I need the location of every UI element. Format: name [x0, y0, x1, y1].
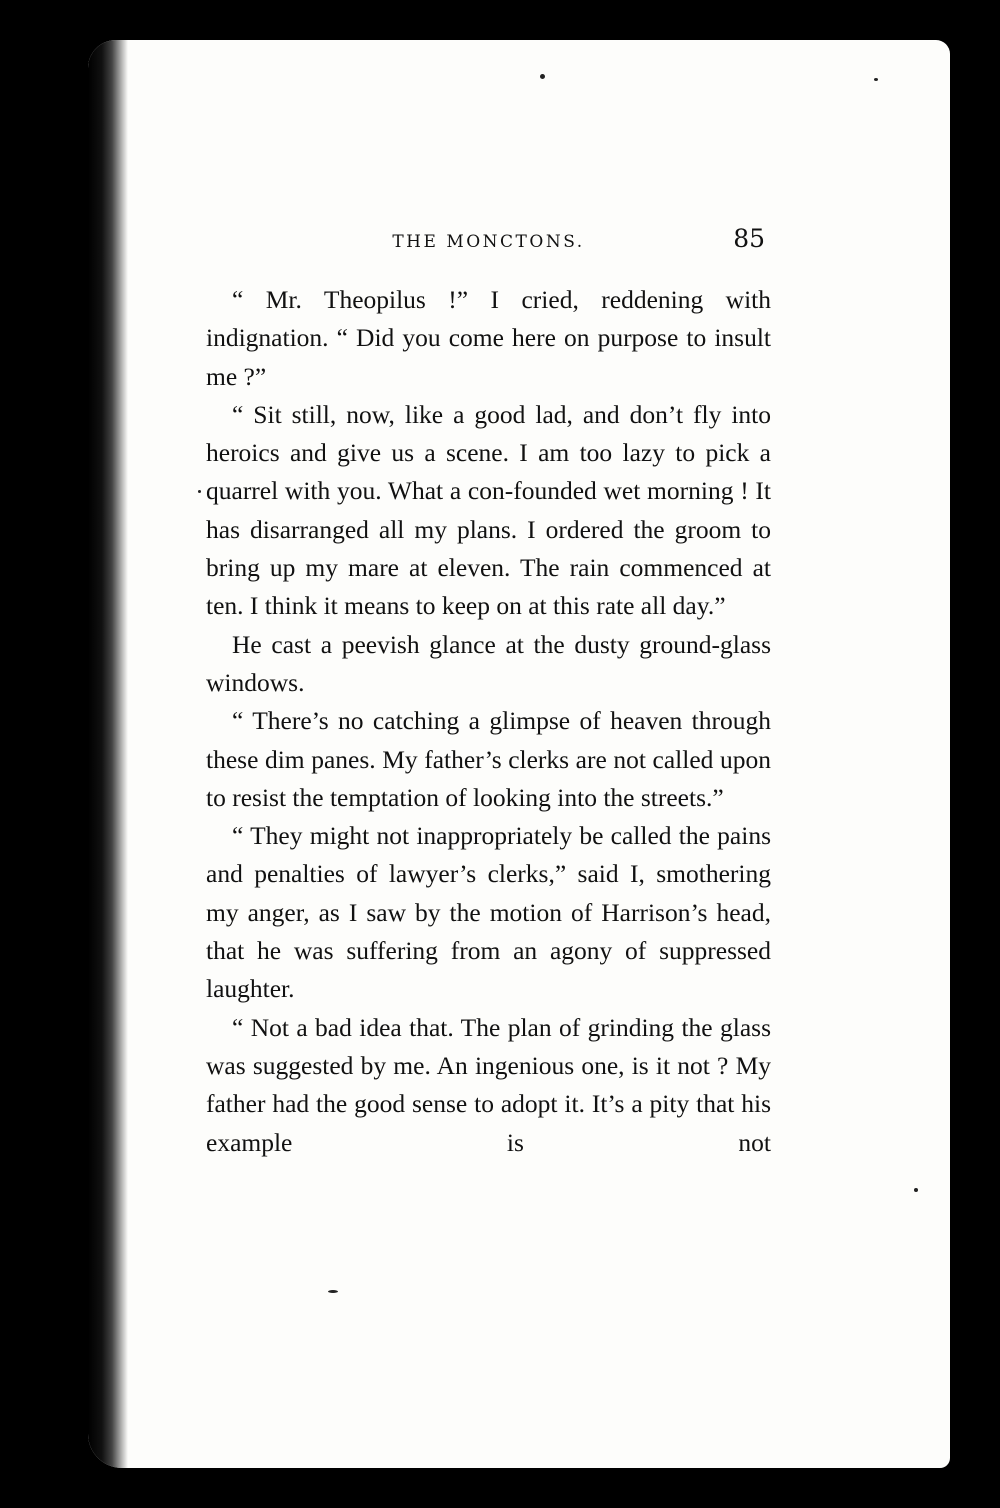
paragraph: “ Not a bad idea that. The plan of grinding the glass was suggested by me. An ingenious one, is it not ? My father had the good sense to adopt it. It’s a pity that his example is not	[206, 1012, 771, 1157]
paragraph: “ Sit still, now, like a good lad, and don’t fly into heroics and give us a scene. I am too lazy to pick a quarrel with you. What a con-founded wet morning ! It has disarranged all my plans. I ordered the groom to bring up my mare at eleven. The rain commenced at ten. I think it means to keep on at this rate all day.”	[206, 399, 771, 621]
paragraph: “ There’s no catching a glimpse of heaven through these dim panes. My father’s clerks are not called upon to resist the temptation of looking into the streets.”	[206, 706, 771, 812]
running-head	[206, 224, 771, 258]
running-title: THE MONCTONS.	[392, 232, 585, 252]
paragraph: “ They might not inappropriately be called the pains and penalties of lawyer’s clerks,” said I, smothering my anger, as I saw by the motion of Harrison’s head, that he was suffering from an agony of suppressed laughter.	[206, 821, 771, 1004]
body-text	[206, 281, 771, 1162]
scan-speck	[914, 1188, 918, 1192]
paragraph: “ Mr. Theopilus !” I cried, reddening with indignation. “ Did you come here on purpose to insult me ?”	[206, 285, 771, 391]
scan-speck	[198, 490, 201, 493]
scan-speck	[874, 78, 878, 81]
paragraph: He cast a peevish glance at the dusty ground-glass windows.	[206, 629, 771, 697]
scan-speck	[540, 74, 545, 79]
page-number: 85	[733, 224, 765, 253]
scan-speck	[328, 1290, 338, 1293]
binding-gutter-shadow	[88, 40, 128, 1468]
